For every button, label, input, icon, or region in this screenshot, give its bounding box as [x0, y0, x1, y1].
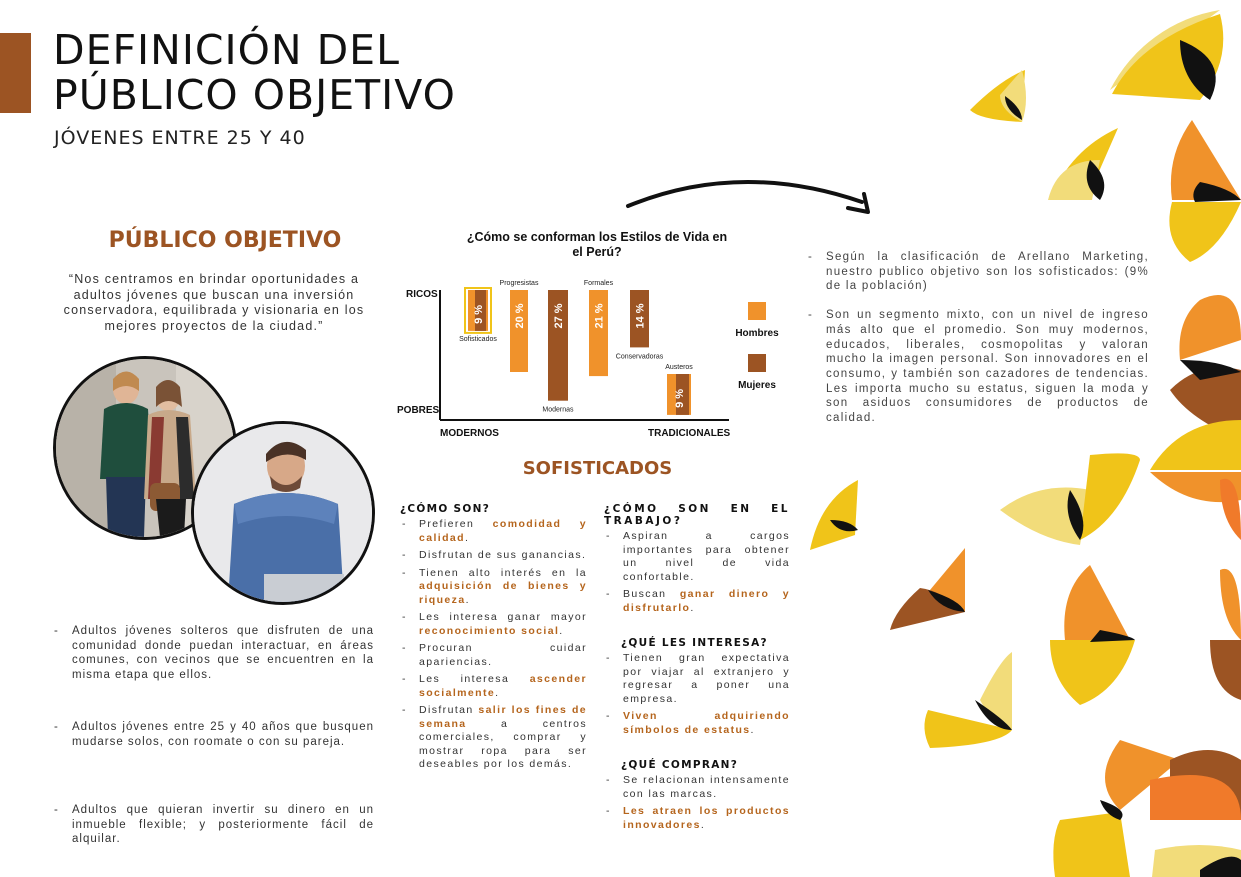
como-son-item: - Prefieren comodidad y calidad.	[400, 518, 587, 545]
highlight-text: salir los fines de semana	[419, 704, 587, 730]
como-son-item: - Les interesa ascender socialmente.	[400, 673, 587, 700]
como-son-item: - Disfrutan salir los fines de semana a centros comerciales, comprar y mostrar ropa para ser deseables por los demás.	[400, 704, 587, 772]
trabajo-heading: ¿CÓMO SON EN EL TRABAJO?	[604, 503, 790, 527]
left-bullet-list	[52, 624, 374, 682]
interesa-item: - Tienen gran expectativa por viajar al extranjero y regresar a poner una empresa.	[604, 652, 790, 706]
highlight-text: ganar dinero y disfrutarlo	[623, 588, 790, 614]
trabajo-column	[604, 503, 790, 836]
interesa-item: - Viven adquiriendo símbolos de estatus.	[604, 710, 790, 737]
left-bullet-2: - Adultos jóvenes entre 25 y 40 años que busquen mudarse solos, con roomate o con su pareja.	[52, 720, 374, 749]
interesa-heading: ¿QUÉ LES INTERESA?	[621, 637, 768, 649]
chart-legend	[735, 302, 779, 391]
lifestyle-chart	[392, 272, 792, 444]
page-subtitle: JÓVENES ENTRE 25 Y 40	[54, 127, 306, 149]
page-title	[53, 28, 456, 118]
title-line-1: DEFINICIÓN DEL	[53, 26, 400, 74]
bar	[510, 290, 528, 372]
bar-category-label: Progresistas	[499, 280, 539, 287]
como-son-item: - Tienen alto interés en la adquisición de bienes y riqueza.	[400, 567, 587, 608]
legend-swatch	[748, 354, 766, 372]
legend-label: Hombres	[735, 328, 779, 339]
section-title-publico: PÚBLICO OBJETIVO	[108, 228, 342, 253]
photo-man	[191, 421, 375, 605]
chart-title: ¿Cómo se conforman los Estilos de Vida en el Perú?	[466, 230, 728, 259]
como-son-heading: ¿CÓMO SON?	[400, 503, 491, 515]
bar-category-label: Sofisticados	[459, 335, 497, 343]
highlight-text: reconocimiento social	[419, 624, 560, 637]
highlight-text: Les atraen los productos innovadores	[623, 805, 790, 831]
legend-label: Mujeres	[738, 380, 776, 391]
left-bullet-1: - Adultos jóvenes solteros que disfruten de una comunidad donde puedan interactuar, en áreas comunes, con vecinos que se encuentren en la misma etapa que ellos.	[52, 624, 374, 682]
bar-category-label: Conservadoras	[615, 353, 664, 361]
trabajo-item: - Buscan ganar dinero y disfrutarlo.	[604, 588, 790, 615]
highlight-text: ascender socialmente	[419, 673, 587, 699]
right-paragraph-2: - Son un segmento mixto, con un nivel de ingreso más alto que el promedio. Son muy modernos, educados, liberales, cosmopolitas y valoran mucho la imagen personal. Son innovadores en el consumo, y también son cazadores de tendencias. Les importa mucho su estatus, siguen la moda y son asiduos consumidores de productos de calidad.	[806, 308, 1149, 426]
bar-value-label: 9 %	[674, 388, 686, 408]
highlight-text: Viven adquiriendo símbolos de estatus	[623, 710, 790, 736]
left-bullet-list-2	[52, 720, 374, 749]
bar-value-label: 21 %	[593, 303, 606, 329]
x-label-left: MODERNOS	[440, 428, 499, 439]
como-son-list	[400, 518, 587, 772]
compran-list	[604, 774, 790, 832]
bar-value-label: 27 %	[553, 303, 565, 329]
compran-item: - Se relacionan intensamente con las marcas.	[604, 774, 790, 801]
bar-category-label: Modernas	[542, 406, 574, 414]
bar-value-label: 14 %	[634, 303, 647, 329]
como-son-item: - Disfrutan de sus ganancias.	[400, 549, 587, 563]
accent-bar	[0, 33, 31, 113]
left-bullet-3: - Adultos que quieran invertir su dinero en un inmueble flexible; y posteriormente fácil de alquilar.	[52, 803, 374, 847]
right-paragraph-1: - Según la clasificación de Arellano Marketing, nuestro publico objetivo son los sofisticados: (9% de la población)	[806, 250, 1149, 294]
title-line-2: PÚBLICO OBJETIVO	[53, 71, 456, 119]
x-label-right: TRADICIONALES	[648, 428, 731, 439]
highlight-text: comodidad y calidad	[419, 518, 587, 544]
bar-category-label: Formales	[583, 280, 614, 287]
bar-category-label: Austeros	[665, 364, 693, 371]
photo-man-illustration	[194, 424, 372, 602]
y-label-bottom: POBRES	[397, 405, 440, 416]
trabajo-item: - Aspiran a cargos importantes para obtener un nivel de vida confortable.	[604, 530, 790, 584]
bar-value-label: 9 %	[473, 304, 485, 324]
legend-swatch	[748, 302, 766, 320]
como-son-item: - Les interesa ganar mayor reconocimiento social.	[400, 611, 587, 638]
compran-item: - Les atraen los productos innovadores.	[604, 805, 790, 832]
y-label-top: RICOS	[406, 289, 438, 300]
chart-bars	[459, 280, 693, 415]
bar-value-label: 20 %	[514, 303, 526, 329]
quote-text: “Nos centramos en brindar oportunidades a adultos jóvenes que buscan una inversión conservadora, equilibrada y visionaria en los mejores proyectos de la ciudad.”	[63, 272, 365, 333]
bar	[589, 290, 608, 376]
compran-heading: ¿QUÉ COMPRAN?	[621, 759, 739, 771]
interesa-list	[604, 652, 790, 737]
decorative-shapes	[800, 0, 1241, 877]
como-son-column	[400, 503, 587, 776]
como-son-item: - Procuran cuidar apariencias.	[400, 642, 587, 669]
section-title-sofisticados: SOFISTICADOS	[522, 458, 673, 479]
trabajo-list	[604, 530, 790, 615]
highlight-text: adquisición de bienes y riqueza	[419, 580, 587, 606]
left-bullet-list-3	[52, 803, 374, 847]
